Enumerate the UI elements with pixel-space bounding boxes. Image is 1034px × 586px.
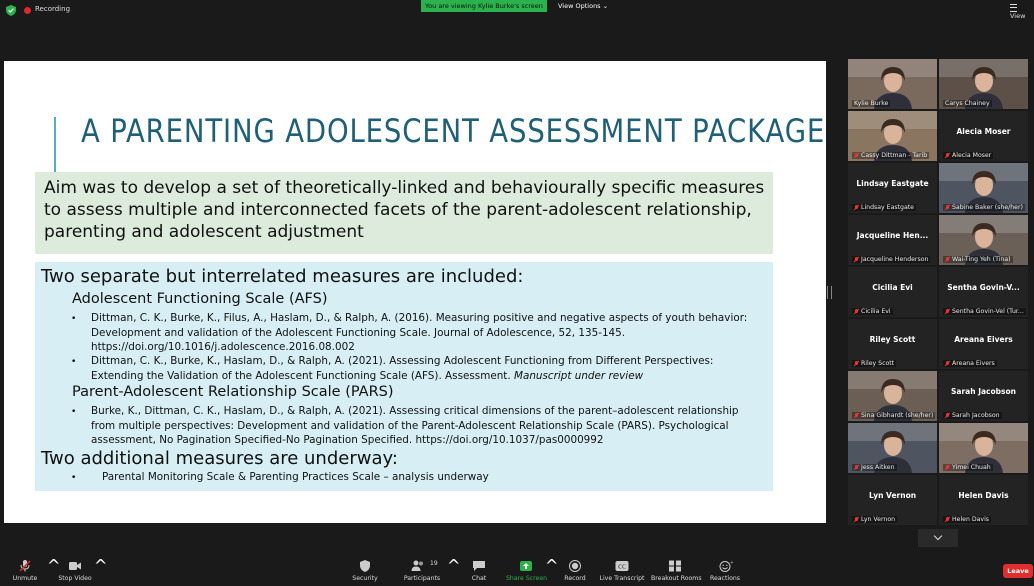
chat-bubble-icon: [472, 560, 486, 572]
shield-icon: [358, 560, 372, 572]
view-options-label: View Options: [558, 2, 601, 10]
microphone-muted-icon: [18, 560, 32, 572]
live-transcript-button[interactable]: [599, 556, 645, 586]
security-button[interactable]: [347, 556, 383, 586]
participants-button[interactable]: [402, 556, 442, 586]
participant-tile[interactable]: [848, 423, 937, 473]
afs-reference-2: [91, 354, 763, 383]
participant-tile[interactable]: [848, 215, 937, 265]
participant-display-name: Riley Scott: [869, 335, 916, 344]
bullet: •: [71, 407, 77, 417]
afs-reference-1: Dittman, C. K., Burke, K., Filus, A., Haslam, D., & Ralph, A. (2016). Measuring positive and negative aspects of youth behavior: Development and validation of the Adolescent Functioning Scale. Journal of Adolescence, 52, 135-145. https://doi.org/10.1016/j.adolescence.2016.08.002: [91, 312, 748, 353]
view-label: View: [1010, 12, 1026, 20]
microphone-muted-icon: [945, 257, 950, 263]
reactions-label: Reactions: [709, 575, 741, 582]
participant-name: Helen Davis: [952, 516, 990, 523]
shared-screen-slide: [4, 61, 826, 523]
panel-resize-handle[interactable]: [827, 286, 832, 299]
participant-name-label: [852, 100, 890, 107]
participant-display-name: Cicilia Evi: [872, 283, 913, 292]
microphone-muted-icon: [945, 361, 950, 367]
participant-name-label: [943, 516, 991, 523]
reactions-button[interactable]: [708, 556, 742, 586]
participant-tile[interactable]: [939, 267, 1028, 317]
share-screen-icon: [519, 560, 533, 572]
title-accent-bar: [54, 117, 56, 173]
participant-display-name: Jacqueline Hen...: [856, 231, 929, 240]
participant-name-label: [943, 204, 1025, 211]
view-button[interactable]: [1010, 4, 1034, 20]
participant-tile[interactable]: [848, 59, 937, 109]
bullet: •: [71, 314, 77, 324]
participant-display-name: Lindsay Eastgate: [856, 179, 929, 188]
participant-tile[interactable]: [939, 319, 1028, 369]
participant-tile[interactable]: [848, 267, 937, 317]
chevron-down-icon: ⌄: [602, 2, 609, 10]
microphone-muted-icon: [854, 465, 859, 471]
participant-tile[interactable]: [848, 319, 937, 369]
share-options-caret[interactable]: ^: [545, 556, 559, 575]
additional-measures-item: Parental Monitoring Scale & Parenting Practices Scale – analysis underway: [102, 471, 489, 483]
pars-reference: Burke, K., Dittman, C. K., Haslam, D., & Ralph, A. (2021). Assessing critical dimensions of the parent–adolescent relationship from multiple perspectives: Development and validation of the Parent-Adolescent Relationship Scale (PARS). Psychological assessment, No Pagination Specified-No Pagination Specified. https://doi.org/10.1037/pas0000992: [91, 405, 739, 446]
participant-name-label: [943, 308, 1026, 315]
participant-name: Jess Aitken: [861, 464, 895, 471]
grid-view-icon: [1010, 4, 1017, 12]
gallery-scroll-down-button[interactable]: [918, 529, 958, 547]
participant-name-label: [852, 464, 897, 471]
bullet: •: [71, 357, 77, 367]
aim-text: Aim was to develop a set of theoretically-linked and behaviourally specific measures to assess multiple and interconnected facets of the parent-adolescent relationship, parenting and adolescent adjustment: [44, 178, 765, 242]
participant-name: Kylie Burke: [854, 100, 889, 107]
participant-tile[interactable]: [939, 163, 1028, 213]
recording-icon[interactable]: [24, 7, 31, 14]
participant-display-name: Areana Eivers: [954, 335, 1013, 344]
participant-name: Sarah Jacobson: [952, 412, 1000, 419]
participant-tile[interactable]: [939, 371, 1028, 421]
view-options-button[interactable]: [554, 0, 612, 12]
microphone-muted-icon: [945, 205, 950, 211]
participant-name-label: [943, 464, 993, 471]
participants-count: 19: [430, 560, 438, 567]
breakout-rooms-label: Breakout Rooms: [651, 575, 702, 582]
microphone-muted-icon: [854, 413, 859, 419]
slide-title: A PARENTING ADOLESCENT ASSESSMENT PACKAGE: [81, 112, 826, 150]
participant-name-label: [852, 152, 929, 159]
participant-name: Lindsay Eastgate: [861, 204, 914, 211]
participant-display-name: Alecia Moser: [956, 127, 1011, 136]
aim-box: [35, 172, 773, 254]
microphone-muted-icon: [854, 309, 859, 315]
participant-tile[interactable]: [848, 163, 937, 213]
breakout-rooms-button[interactable]: [651, 556, 702, 586]
video-camera-icon: [68, 560, 82, 572]
participant-name: Sentha Govin-Vel (Tur...: [952, 308, 1024, 315]
participant-name: Alecia Moser: [952, 152, 992, 159]
microphone-muted-icon: [854, 257, 859, 263]
svg-text:CC: CC: [618, 564, 626, 571]
microphone-muted-icon: [945, 517, 950, 523]
microphone-muted-icon: [854, 517, 859, 523]
microphone-muted-icon: [854, 205, 859, 211]
bullet: •: [71, 473, 77, 483]
participant-name: Lyn Vernon: [861, 516, 896, 523]
participant-name: Carys Chainey: [945, 100, 990, 107]
afs-reference-2-status: Manuscript under review: [514, 369, 644, 382]
participant-tile[interactable]: [939, 423, 1028, 473]
video-options-caret[interactable]: ^: [94, 556, 108, 575]
microphone-muted-icon: [945, 465, 950, 471]
participant-name: Cicilia Evi: [861, 308, 891, 315]
participant-tile[interactable]: [939, 475, 1028, 525]
chat-button[interactable]: [463, 556, 495, 586]
record-button[interactable]: [560, 556, 590, 586]
measures-heading: Two separate but interrelated measures are included:: [41, 266, 524, 287]
participant-name-label: [852, 516, 897, 523]
recording-label[interactable]: Recording: [35, 5, 71, 13]
participant-name-label: [852, 308, 893, 315]
participant-display-name: Helen Davis: [958, 491, 1009, 500]
leave-button[interactable]: Leave: [1003, 564, 1033, 578]
microphone-muted-icon: [854, 153, 859, 159]
participant-display-name: Lyn Vernon: [868, 491, 917, 500]
live-transcript-label: Live Transcript: [599, 575, 645, 582]
record-label: Record: [564, 575, 586, 582]
participant-name: Sina Gibhardt (she/her): [861, 412, 934, 419]
chat-label: Chat: [471, 575, 487, 582]
participant-name: Riley Scott: [861, 360, 895, 367]
participant-name-label: [852, 256, 930, 263]
participant-name-label: [943, 360, 997, 367]
share-screen-label: Share Screen: [506, 575, 548, 582]
participant-display-name: Sarah Jacobson: [951, 387, 1016, 396]
closed-captions-icon: [615, 560, 629, 572]
participant-name: Sabine Baker (she/her): [952, 204, 1023, 211]
participant-tile[interactable]: [939, 215, 1028, 265]
additional-heading: Two additional measures are underway:: [41, 448, 398, 469]
svg-text:+: +: [730, 560, 734, 566]
unmute-label: Unmute: [12, 575, 38, 582]
meeting-top-bar: [0, 0, 1034, 22]
microphone-muted-icon: [945, 309, 950, 315]
participant-name-label: [852, 360, 896, 367]
participant-name-label: [852, 412, 935, 419]
smiley-icon: [718, 560, 732, 572]
afs-heading: Adolescent Functioning Scale (AFS): [72, 291, 328, 307]
participant-name-label: [943, 100, 992, 107]
security-label: Security: [352, 575, 378, 582]
participant-name: Cassy Dittman - Tarib: [861, 152, 928, 159]
microphone-muted-icon: [945, 413, 950, 419]
microphone-muted-icon: [945, 153, 950, 159]
participant-name: Areana Eivers: [952, 360, 995, 367]
pars-heading: Parent-Adolescent Relationship Scale (PARS): [72, 384, 394, 400]
participant-tile[interactable]: [848, 475, 937, 525]
participant-name-label: [943, 256, 1013, 263]
participants-options-caret[interactable]: ^: [447, 556, 461, 575]
participant-name-label: [943, 152, 993, 159]
participants-icon: [411, 560, 425, 572]
participant-name: Wai-Ting Yeh (Tina): [952, 256, 1011, 263]
meeting-toolbar: [0, 556, 1034, 586]
breakout-rooms-icon: [668, 560, 682, 572]
participant-tile[interactable]: [848, 371, 937, 421]
afs-reference-2-text: Dittman, C. K., Burke, K., Haslam, D., & Ralph, A. (2021). Assessing Adolescent Functioning from Different Perspectives: Extending the Validation of the Adolescent Functioning Scale (AFS). Assessment.: [91, 355, 714, 382]
measures-box: [35, 262, 773, 491]
participants-label: Participants: [403, 575, 441, 582]
audio-options-caret[interactable]: ^: [47, 556, 61, 575]
microphone-muted-icon: [854, 361, 859, 367]
unmute-button[interactable]: [6, 556, 44, 586]
participant-display-name: Sentha Govin-V...: [947, 283, 1020, 292]
participant-name-label: [943, 412, 1002, 419]
participant-tile[interactable]: [939, 59, 1028, 109]
participant-tile[interactable]: [939, 111, 1028, 161]
record-icon: [568, 560, 582, 572]
stop-video-button[interactable]: [56, 556, 94, 586]
participant-name-label: [852, 204, 916, 211]
stop-video-label: Stop Video: [58, 575, 92, 582]
shield-icon[interactable]: [6, 5, 16, 16]
participant-name: Yimei Chuah: [952, 464, 991, 471]
participant-tile[interactable]: [848, 111, 937, 161]
participant-name: Jacqueline Henderson: [861, 256, 929, 263]
viewing-screen-banner: You are viewing Kylie Burke's screen: [421, 0, 547, 12]
share-screen-button[interactable]: [506, 556, 546, 586]
